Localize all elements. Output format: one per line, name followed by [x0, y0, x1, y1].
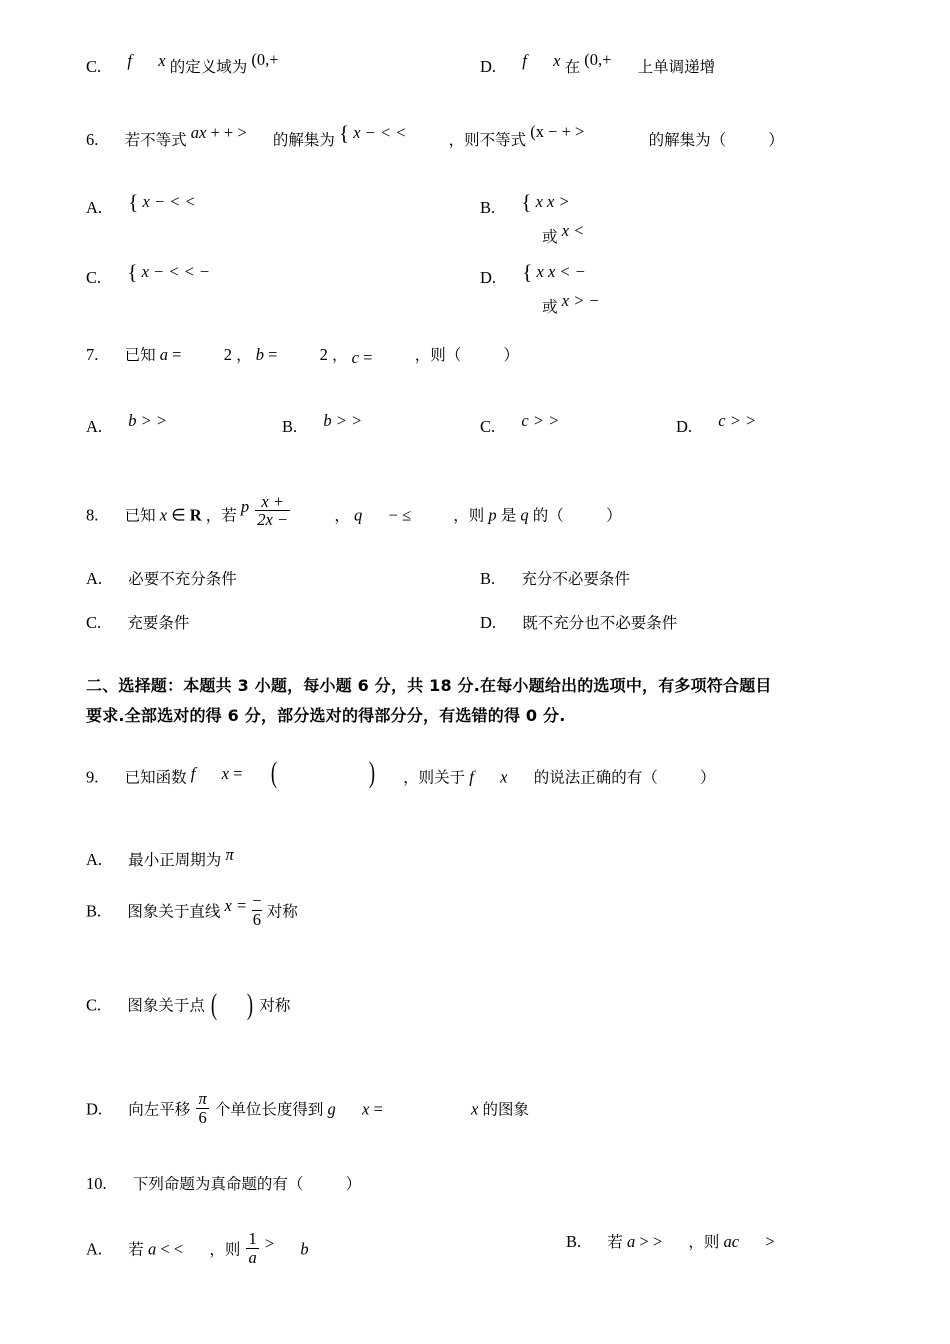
fraction-denominator: 6 — [252, 909, 262, 929]
right-paren-large: ) — [368, 756, 375, 790]
fraction-numerator: 1 — [248, 1229, 257, 1249]
variable-a: a — [147, 1239, 157, 1259]
q9-option-a — [86, 845, 234, 873]
q5-option-d-text2: 上单调递增 — [637, 58, 716, 76]
q8-fraction-numerator: x + — [261, 492, 284, 511]
q10-option-b-text2: ，则 — [688, 1233, 720, 1252]
q7-value-1: 2 — [223, 345, 232, 364]
q10-option-b-relation: > > — [639, 1232, 663, 1252]
fraction-numerator: − — [252, 891, 262, 911]
spacer — [86, 1216, 876, 1230]
q6-expr-rest: + + > — [210, 123, 247, 142]
q7-option-a-label: A. — [86, 417, 103, 436]
q5-option-d-interval: (0,+ — [584, 50, 612, 69]
q9-stem-text4: ） — [699, 768, 716, 787]
q9-option-d-label: D. — [86, 1099, 103, 1119]
spacer — [86, 463, 876, 493]
q10-stem-text: 下列命题为真命题的有（ — [132, 1175, 304, 1194]
q8-stem-sep: ，若 — [205, 506, 237, 525]
q6-option-a — [86, 190, 196, 225]
q10-stem-text2: ） — [345, 1175, 362, 1194]
function-symbol-f: f — [190, 763, 196, 783]
q5-option-c — [86, 50, 279, 80]
variable-x: x — [158, 51, 166, 70]
q8-option-a — [86, 567, 237, 592]
q10-options-row — [86, 1230, 876, 1286]
q9-option-d-row — [86, 1090, 876, 1142]
q9-option-c-text-pre: 图象关于点 — [127, 996, 205, 1015]
q5-options-row — [86, 50, 876, 95]
function-symbol-f: f — [522, 51, 527, 70]
q6-stem-text2: 的解集为 — [272, 131, 335, 149]
q7-stem-text2: ，则（ — [414, 346, 462, 364]
q8-option-c-text: 充要条件 — [127, 614, 190, 632]
equals-sign: = — [268, 345, 278, 364]
set-R-symbol: R — [189, 505, 202, 525]
q9-number: 9. — [86, 767, 99, 787]
set-brace: { — [522, 260, 533, 284]
page-content — [86, 50, 876, 1286]
q5-option-c-interval: (0,+ — [251, 50, 279, 69]
q8-option-c-label: C. — [86, 613, 102, 632]
spacer — [86, 730, 876, 760]
function-symbol-f: f — [127, 51, 132, 70]
section-2-heading-line2: 要求.全部选对的得 6 分，部分选对的得部分分，有选错的得 0 分. — [86, 705, 566, 725]
section-2-heading-line1: 二、选择题：本题共 3 小题，每小题 6 分，共 18 分.在每小题给出的选项中，有多项符合题目 — [86, 676, 772, 695]
q9-option-c — [86, 988, 290, 1033]
q10-option-b-label: B. — [566, 1232, 582, 1252]
q9-option-d — [86, 1090, 529, 1126]
q8-option-d — [480, 611, 677, 636]
q9-option-a-math: π — [225, 845, 234, 865]
set-brace: { — [521, 190, 532, 214]
q6-option-c — [86, 260, 210, 295]
spacer — [86, 249, 876, 263]
q8-fraction — [255, 493, 290, 529]
spacer — [86, 1050, 876, 1090]
q6-options-row-2 — [86, 260, 876, 321]
variable-c: c — [351, 348, 359, 367]
variable-ac: ac — [723, 1232, 740, 1252]
variable-a: a — [627, 1232, 636, 1252]
q8-stem-tail2: ） — [606, 506, 622, 525]
q6-stem-row — [86, 121, 876, 171]
q6-option-d-mid: 或 — [542, 297, 558, 316]
q6-stem-text1: 若不等式 — [124, 131, 187, 149]
variable-x: x — [159, 505, 168, 525]
q9-option-a-text: 最小正周期为 — [128, 851, 222, 870]
q10-option-a-relation: < < — [160, 1239, 184, 1259]
q8-option-b — [480, 567, 630, 592]
q8-q-body: − ≤ — [388, 505, 412, 525]
q9-option-b-fraction — [252, 892, 261, 928]
q8-options-row-1 — [86, 567, 876, 597]
q5-option-d — [480, 50, 716, 80]
q10-option-b-text1: 若 — [607, 1233, 623, 1252]
q9-option-c-label: C. — [86, 995, 102, 1015]
variable-x: x — [553, 51, 561, 70]
q7-options-row — [86, 411, 876, 463]
q7-option-b — [282, 411, 363, 440]
variable-x: x — [221, 763, 229, 783]
function-symbol-g: g — [327, 1099, 336, 1119]
q9-option-b — [86, 892, 298, 928]
q9-option-d-text-post: 的图象 — [482, 1100, 529, 1119]
q9-option-d-text-mid: 个单位长度得到 — [214, 1100, 324, 1119]
comma: ， — [332, 346, 348, 364]
q7-option-a-body: b > > — [128, 411, 168, 430]
q7-option-b-label: B. — [282, 417, 298, 436]
q8-stem-text1: 已知 — [124, 506, 156, 525]
q9-stem — [86, 756, 716, 805]
spacer — [86, 1142, 876, 1172]
q6-stem — [86, 121, 784, 157]
comma: ， — [236, 346, 252, 364]
q6-option-b — [480, 190, 585, 249]
q6-option-b-body: x x > — [535, 192, 570, 211]
q6-option-a-body: x − < < — [142, 192, 196, 211]
q7-stem-text1: 已知 — [124, 346, 156, 364]
q9-stem-text3: 的说法正确的有（ — [533, 768, 658, 787]
q9-option-b-row — [86, 892, 876, 948]
q9-option-c-text-post: 对称 — [259, 996, 291, 1015]
q10-option-a — [86, 1230, 309, 1266]
q9-option-a-label: A. — [86, 850, 103, 870]
equals-sign: = — [363, 348, 373, 367]
q8-option-a-text: 必要不充分条件 — [128, 570, 237, 588]
q6-option-d — [480, 260, 600, 319]
q6-stem-text4: 的解集为（ — [648, 131, 727, 149]
set-brace: { — [127, 260, 138, 284]
q10-stem-row — [86, 1172, 876, 1216]
q10-stem — [86, 1172, 361, 1197]
variable-b: b — [255, 345, 264, 364]
q7-option-c-label: C. — [480, 417, 496, 436]
greater-than-sign: > — [264, 1233, 275, 1253]
q8-option-d-label: D. — [480, 613, 497, 632]
element-of-symbol: ∈ — [171, 505, 186, 525]
spacer — [86, 545, 876, 567]
variable-x: x — [361, 1099, 370, 1119]
equals-sign: = — [233, 763, 243, 783]
q6-option-d-label: D. — [480, 268, 497, 287]
q9-option-b-x: x = — [224, 895, 248, 915]
q7-option-c-body: c > > — [521, 411, 560, 430]
q8-fraction-denominator: 2x − — [257, 510, 289, 530]
q8-stem-tail: 的（ — [532, 506, 564, 525]
q6-option-c-body: x − < < − — [141, 262, 210, 281]
spacer — [86, 818, 876, 848]
q9-stem-text1: 已知函数 — [124, 768, 187, 787]
q9-option-d-fraction — [196, 1090, 208, 1126]
q9-option-b-text-pre: 图象关于直线 — [127, 902, 221, 921]
q8-option-c — [86, 611, 189, 636]
greater-than-sign: > — [765, 1232, 775, 1252]
q9-option-b-text-post: 对称 — [266, 902, 298, 921]
q6-option-c-label: C. — [86, 268, 102, 287]
left-paren-large: ( — [270, 756, 277, 790]
variable-x: x — [471, 1099, 479, 1119]
q7-stem — [86, 343, 519, 368]
q6-stem-text3: ，则不等式 — [448, 131, 527, 149]
q9-option-b-label: B. — [86, 901, 102, 921]
spacer — [86, 948, 876, 988]
q7-option-d-label: D. — [676, 417, 693, 436]
q10-option-a-fraction — [246, 1230, 258, 1266]
q6-option-d-body: x x < − — [536, 262, 586, 281]
proposition-q: q — [520, 505, 529, 525]
q8-options-row-2 — [86, 611, 876, 641]
q6-option-a-label: A. — [86, 198, 103, 217]
comma: ， — [334, 506, 350, 525]
q6-expr-a: ax — [190, 123, 207, 142]
q9-stem-text2: ，则关于 — [403, 768, 466, 787]
q8-stem — [86, 493, 622, 529]
spacer — [86, 95, 876, 125]
q6-stem-text5: ） — [768, 131, 784, 149]
q6-set-body: x − < < — [353, 123, 407, 142]
q6-options-row-1 — [86, 190, 876, 249]
q6-option-d-tail: x > − — [561, 290, 600, 310]
spacer — [86, 597, 876, 611]
fraction-denominator: a — [248, 1247, 257, 1267]
q7-option-c — [480, 411, 560, 440]
q5-option-d-label: D. — [480, 57, 497, 76]
q10-option-a-text2: ，则 — [209, 1240, 241, 1259]
q8-option-a-label: A. — [86, 569, 103, 588]
spacer — [86, 321, 876, 343]
q5-option-d-text1: 在 — [564, 58, 581, 76]
q8-number: 8. — [86, 505, 99, 525]
right-paren-large: ) — [247, 988, 254, 1022]
equals-sign: = — [172, 345, 182, 364]
proposition-p: p — [488, 505, 497, 525]
q9-stem-row — [86, 756, 876, 818]
q6-option-b-label: B. — [480, 198, 496, 217]
q9-option-a-row — [86, 845, 876, 892]
proposition-q: q — [354, 505, 363, 525]
q7-number: 7. — [86, 345, 99, 364]
q7-option-a — [86, 411, 168, 440]
q8-stem-text2: ，则 — [453, 506, 485, 525]
q7-option-d — [676, 411, 757, 440]
q7-stem-text3: ） — [503, 346, 519, 364]
q6-number: 6. — [86, 130, 99, 149]
variable-a: a — [159, 345, 169, 364]
q10-option-a-label: A. — [86, 1239, 103, 1259]
q6-option-b-tail: x < — [561, 220, 585, 240]
q8-option-b-label: B. — [480, 569, 496, 588]
spacer — [86, 393, 876, 415]
q6-option-b-mid: 或 — [542, 227, 558, 246]
variable-x: x — [500, 767, 508, 787]
spacer — [86, 641, 876, 671]
q8-stem-row — [86, 493, 876, 545]
q10-option-b — [566, 1230, 775, 1255]
q5-option-c-text: 的定义域为 — [169, 58, 248, 76]
q7-option-d-body: c > > — [718, 411, 757, 430]
proposition-p: p — [240, 497, 250, 517]
q7-value-2: 2 — [319, 345, 328, 364]
set-brace: { — [128, 190, 139, 214]
q9-option-d-text-pre: 向左平移 — [128, 1100, 191, 1119]
q8-option-d-text: 既不充分也不必要条件 — [522, 614, 678, 632]
fraction-denominator: 6 — [196, 1108, 208, 1126]
left-paren-large: ( — [210, 988, 218, 1022]
q6-expr2: (x − — [530, 122, 558, 141]
function-symbol-f: f — [469, 767, 474, 787]
q10-number: 10. — [86, 1174, 107, 1194]
equals-sign: = — [373, 1099, 383, 1119]
q6-expr2-rest: + > — [561, 122, 585, 141]
q9-option-c-row — [86, 988, 876, 1050]
q8-stem-is: 是 — [500, 506, 517, 525]
spacer — [86, 171, 876, 193]
set-brace: { — [339, 121, 350, 145]
fraction-numerator: π — [198, 1089, 207, 1109]
q8-option-b-text: 充分不必要条件 — [521, 570, 630, 588]
q7-stem-row — [86, 343, 876, 393]
q5-option-c-label: C. — [86, 57, 102, 76]
q7-option-b-body: b > > — [323, 411, 363, 430]
variable-b: b — [300, 1239, 309, 1259]
q10-option-a-text1: 若 — [128, 1240, 144, 1259]
